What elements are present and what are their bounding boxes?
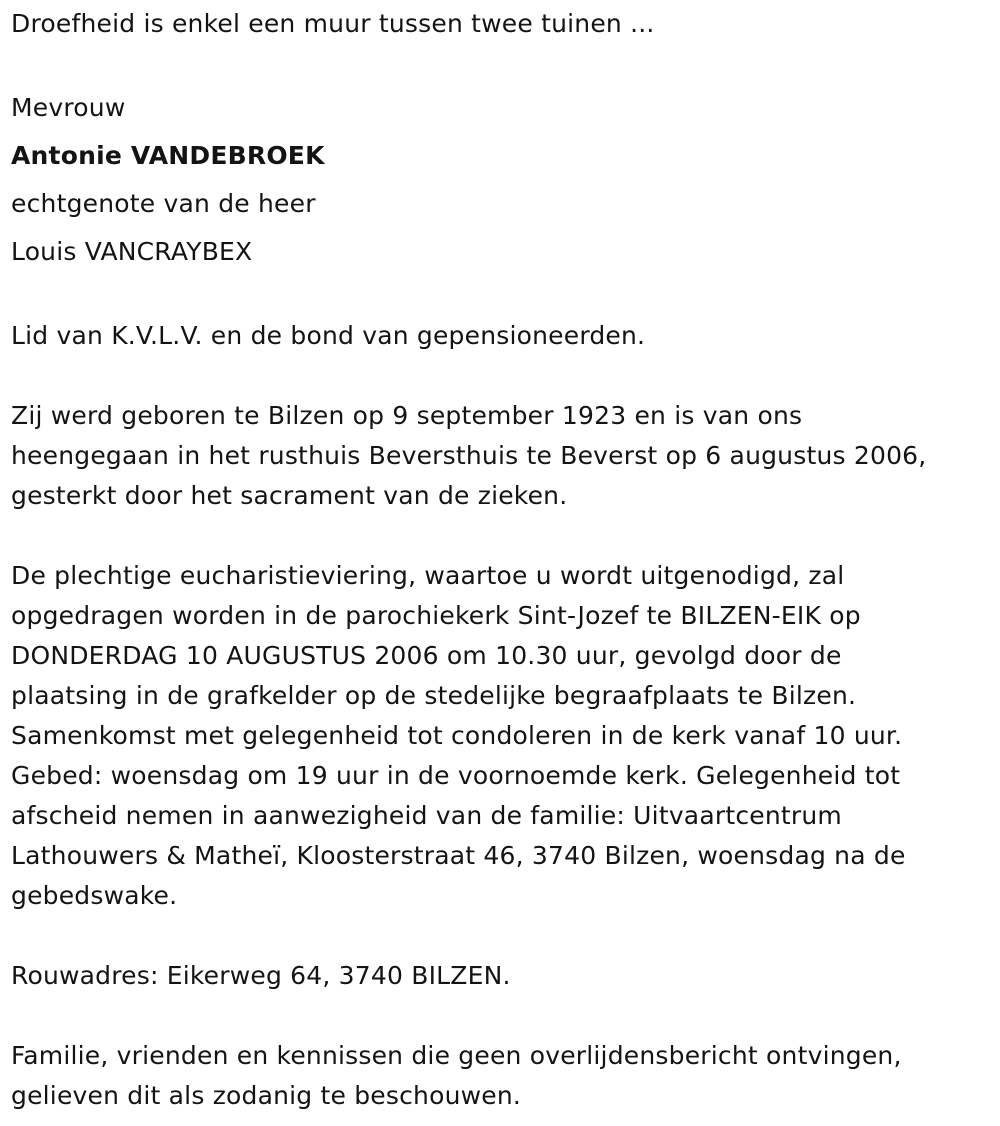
- spouse-name: Louis VANCRAYBEX: [11, 237, 253, 266]
- deceased-name: Antonie VANDEBROEK: [11, 141, 325, 170]
- spacer: [11, 276, 991, 316]
- spacer: [11, 516, 991, 556]
- life-paragraph: Zij werd geboren te Bilzen op 9 september 1923 en is van ons heengegaan in het rusthuis Beversthuis te Beverst op 6 augustus 2006, gesterkt door het sacrament van de zieken.: [11, 401, 927, 510]
- motto: Droefheid is enkel een muur tussen twee tuinen ...: [11, 9, 655, 38]
- obituary-notice: [11, 4, 991, 1116]
- spouse-intro: echtgenote van de heer: [11, 189, 316, 218]
- spacer: [11, 44, 991, 84]
- ceremony-paragraph: De plechtige eucharistieviering, waartoe u wordt uitgenodigd, zal opgedragen worden in de parochiekerk Sint-Jozef te BILZEN-EIK op DONDERDAG 10 AUGUSTUS 2006 om 10.30 uur, gevolgd door de plaatsing in de grafkelder op de stedelijke begraafplaats te Bilzen. Samenkomst met gelegenheid tot condoleren in de kerk vanaf 10 uur. Gebed: woensdag om 19 uur in de voornoemde kerk. Gelegenheid tot afscheid nemen in aanwezigheid van de familie: Uitvaartcentrum Lathouwers & Matheï, Kloosterstraat 46, 3740 Bilzen, woensdag na de gebedswake.: [11, 561, 906, 910]
- membership-text: Lid van K.V.L.V. en de bond van gepensioneerden.: [11, 321, 646, 350]
- mourning-address: Rouwadres: Eikerweg 64, 3740 BILZEN.: [11, 961, 511, 990]
- closing-paragraph: Familie, vrienden en kennissen die geen overlijdensbericht ontvingen, gelieven dit als zodanig te beschouwen.: [11, 1041, 902, 1110]
- spacer: [11, 996, 991, 1036]
- spacer: [11, 916, 991, 956]
- spacer: [11, 356, 991, 396]
- honorific: Mevrouw: [11, 93, 126, 122]
